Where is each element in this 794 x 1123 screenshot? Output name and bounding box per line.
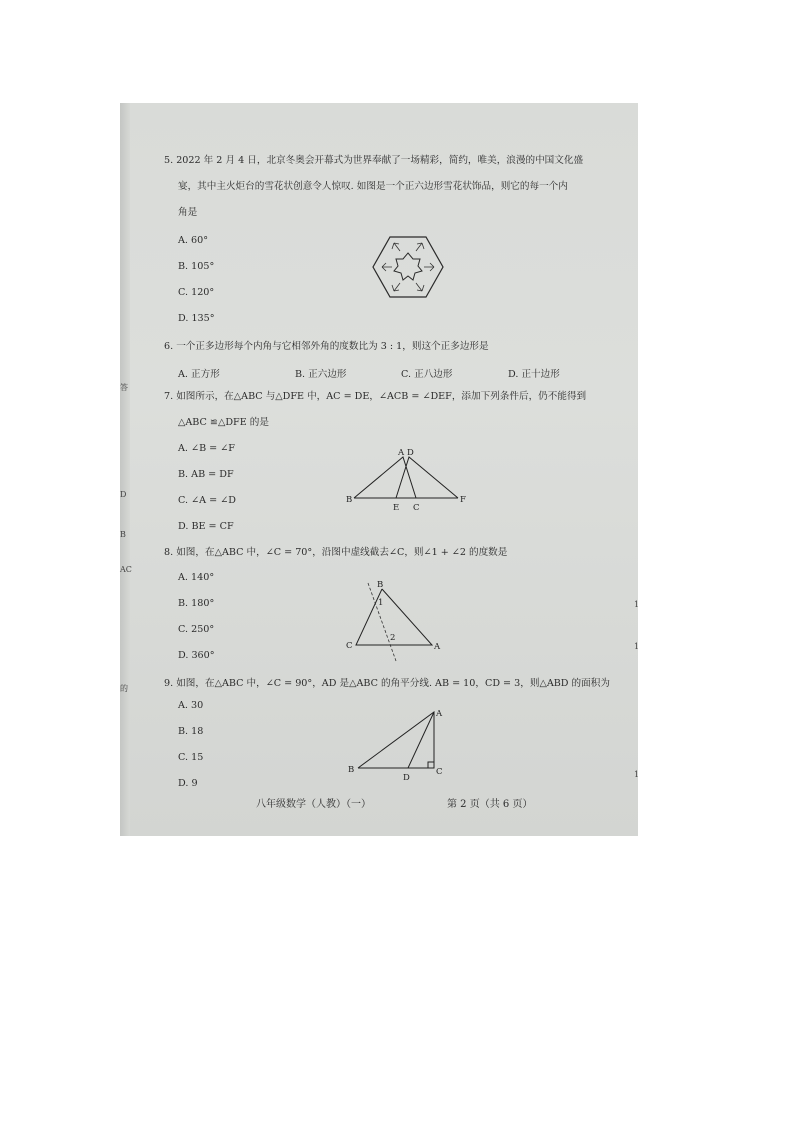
q6-option-a: A. 正方形 bbox=[178, 369, 220, 380]
q7-label-a: A bbox=[398, 448, 405, 458]
q9-option-d: D. 9 bbox=[178, 778, 198, 789]
q8-option-b: B. 180° bbox=[178, 598, 215, 609]
q9-label-c: C bbox=[436, 767, 443, 777]
q7-line1: 7. 如图所示，在△ABC 与△DFE 中，AC = DE，∠ACB = ∠DEF，添加下列条件后，仍不能得到 bbox=[164, 391, 587, 402]
q8-option-a: A. 140° bbox=[178, 572, 215, 583]
q7-label-c: C bbox=[413, 503, 420, 513]
q8-label-c: C bbox=[346, 641, 353, 651]
right-margin-mark: 1 bbox=[634, 600, 640, 609]
q5-line2: 宴，其中主火炬台的雪花状创意令人惊叹. 如图是一个正六边形雪花状饰品，则它的每一个内 bbox=[178, 181, 568, 192]
q8-label-a: A bbox=[434, 642, 441, 652]
q8-option-d: D. 360° bbox=[178, 650, 215, 661]
q7-label-e: E bbox=[393, 503, 400, 513]
q5-option-d: D. 135° bbox=[178, 313, 215, 324]
q9-line1: 9. 如图，在△ABC 中，∠C = 90°，AD 是△ABC 的角平分线. AB = 10，CD = 3，则△ABD 的面积为 bbox=[164, 678, 610, 689]
q7-option-c: C. ∠A = ∠D bbox=[178, 495, 236, 506]
q5-option-c: C. 120° bbox=[178, 287, 215, 298]
q6-option-c: C. 正八边形 bbox=[401, 369, 453, 380]
q7-option-a: A. ∠B = ∠F bbox=[178, 443, 235, 454]
q6-option-b: B. 正六边形 bbox=[295, 369, 347, 380]
q9-option-b: B. 18 bbox=[178, 726, 204, 737]
left-margin-mark: 答 bbox=[120, 383, 128, 392]
left-margin-mark: AC bbox=[120, 565, 132, 574]
binding-gutter bbox=[120, 103, 130, 836]
q7-option-d: D. BE = CF bbox=[178, 521, 234, 532]
q5-line1: 5. 2022 年 2 月 4 日，北京冬奥会开幕式为世界奉献了一场精彩，简约，唯美，浪漫的中国文化盛 bbox=[164, 155, 584, 166]
q5-line3: 角是 bbox=[178, 207, 198, 218]
q6-option-d: D. 正十边形 bbox=[508, 369, 560, 380]
q8-option-c: C. 250° bbox=[178, 624, 215, 635]
q9-option-a: A. 30 bbox=[178, 700, 204, 711]
left-margin-mark: 的 bbox=[120, 684, 128, 693]
right-margin-mark: 1 bbox=[634, 642, 640, 651]
left-margin-mark: B bbox=[120, 530, 126, 539]
q8-angle-2-label: 2 bbox=[390, 633, 396, 643]
q9-label-a: A bbox=[436, 709, 443, 719]
q5-option-b: B. 105° bbox=[178, 261, 215, 272]
q9-triangle-figure bbox=[348, 706, 448, 783]
footer-subject: 八年级数学（人教）（一） bbox=[256, 799, 371, 810]
exam-page bbox=[120, 103, 638, 836]
q7-label-f: F bbox=[460, 495, 466, 505]
q9-option-c: C. 15 bbox=[178, 752, 204, 763]
left-margin-mark: D bbox=[120, 490, 127, 499]
q8-label-b: B bbox=[377, 580, 384, 590]
right-margin-mark: 1 bbox=[634, 770, 640, 779]
q7-triangles-figure bbox=[348, 445, 468, 515]
footer-page-number: 第 2 页（共 6 页） bbox=[447, 799, 533, 810]
q9-label-b: B bbox=[348, 765, 355, 775]
q6-line1: 6. 一个正多边形每个内角与它相邻外角的度数比为 3 : 1，则这个正多边形是 bbox=[164, 341, 489, 352]
hexagon-snowflake-figure bbox=[372, 235, 444, 299]
q7-line2: △ABC ≌△DFE 的是 bbox=[178, 417, 269, 428]
q8-angle-1-label: 1 bbox=[378, 598, 384, 608]
q7-label-b: B bbox=[346, 495, 353, 505]
q5-option-a: A. 60° bbox=[178, 235, 209, 246]
q7-option-b: B. AB = DF bbox=[178, 469, 234, 480]
q8-line1: 8. 如图，在△ABC 中，∠C = 70°，沿图中虚线截去∠C，则∠1 + ∠2 的度数是 bbox=[164, 547, 508, 558]
q9-label-d: D bbox=[403, 773, 410, 783]
q7-label-d: D bbox=[407, 448, 414, 458]
q8-triangle-figure bbox=[346, 580, 441, 661]
